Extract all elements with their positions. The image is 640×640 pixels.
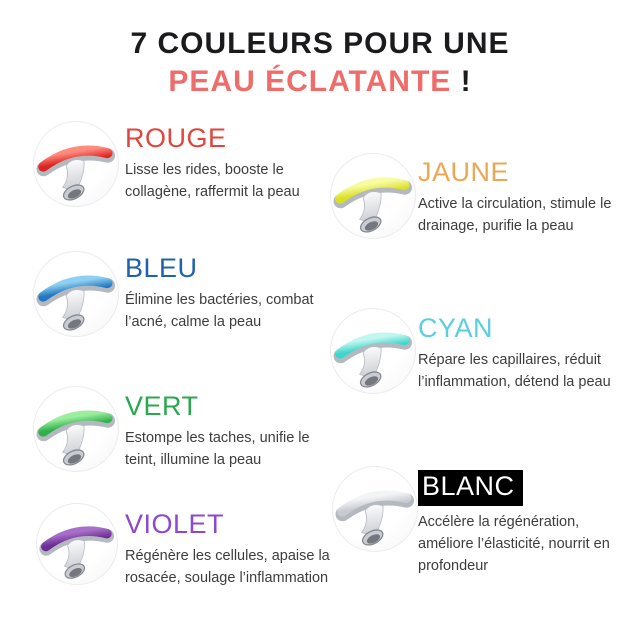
item-heading-violet: VIOLET [125, 509, 225, 539]
device-photo-vert-icon [33, 386, 119, 472]
item-desc-violet: Régénère les cellules, apaise la rosacée, soulage l’inflammation [125, 547, 330, 586]
device-photo-violet-icon [36, 503, 118, 585]
page-title-suffix: ! [451, 65, 472, 98]
page-title-highlight: PEAU ÉCLATANTE [168, 65, 452, 98]
page-title-line2 [0, 65, 640, 99]
item-heading-blanc: BLANC [418, 470, 523, 506]
item-desc-vert: Estompe les taches, unifie le teint, illumine la peau [125, 429, 310, 468]
item-heading-bleu: BLEU [125, 253, 198, 283]
device-photo-cyan-icon [330, 308, 416, 394]
device-photo-jaune-icon [330, 153, 416, 239]
item-desc-jaune: Active la circulation, stimule le drainage, purifie la peau [418, 195, 612, 234]
item-heading-rouge: ROUGE [125, 123, 227, 153]
item-desc-bleu: Élimine les bactéries, combat l’acné, calme la peau [125, 291, 314, 330]
item-desc-blanc: Accélère la régénération, améliore l’élasticité, nourrit en profondeur [418, 513, 610, 574]
item-heading-vert: VERT [125, 391, 199, 421]
item-heading-cyan: CYAN [418, 313, 494, 343]
device-photo-bleu-icon [33, 251, 119, 337]
item-desc-cyan: Répare les capillaires, réduit l’inflammation, détend la peau [418, 351, 611, 390]
item-heading-jaune: JAUNE [418, 157, 510, 187]
page-title-line1: 7 COULEURS POUR UNE [130, 27, 510, 60]
device-photo-rouge-icon [33, 121, 119, 207]
item-desc-rouge: Lisse les rides, booste le collagène, raffermit la peau [125, 161, 300, 200]
